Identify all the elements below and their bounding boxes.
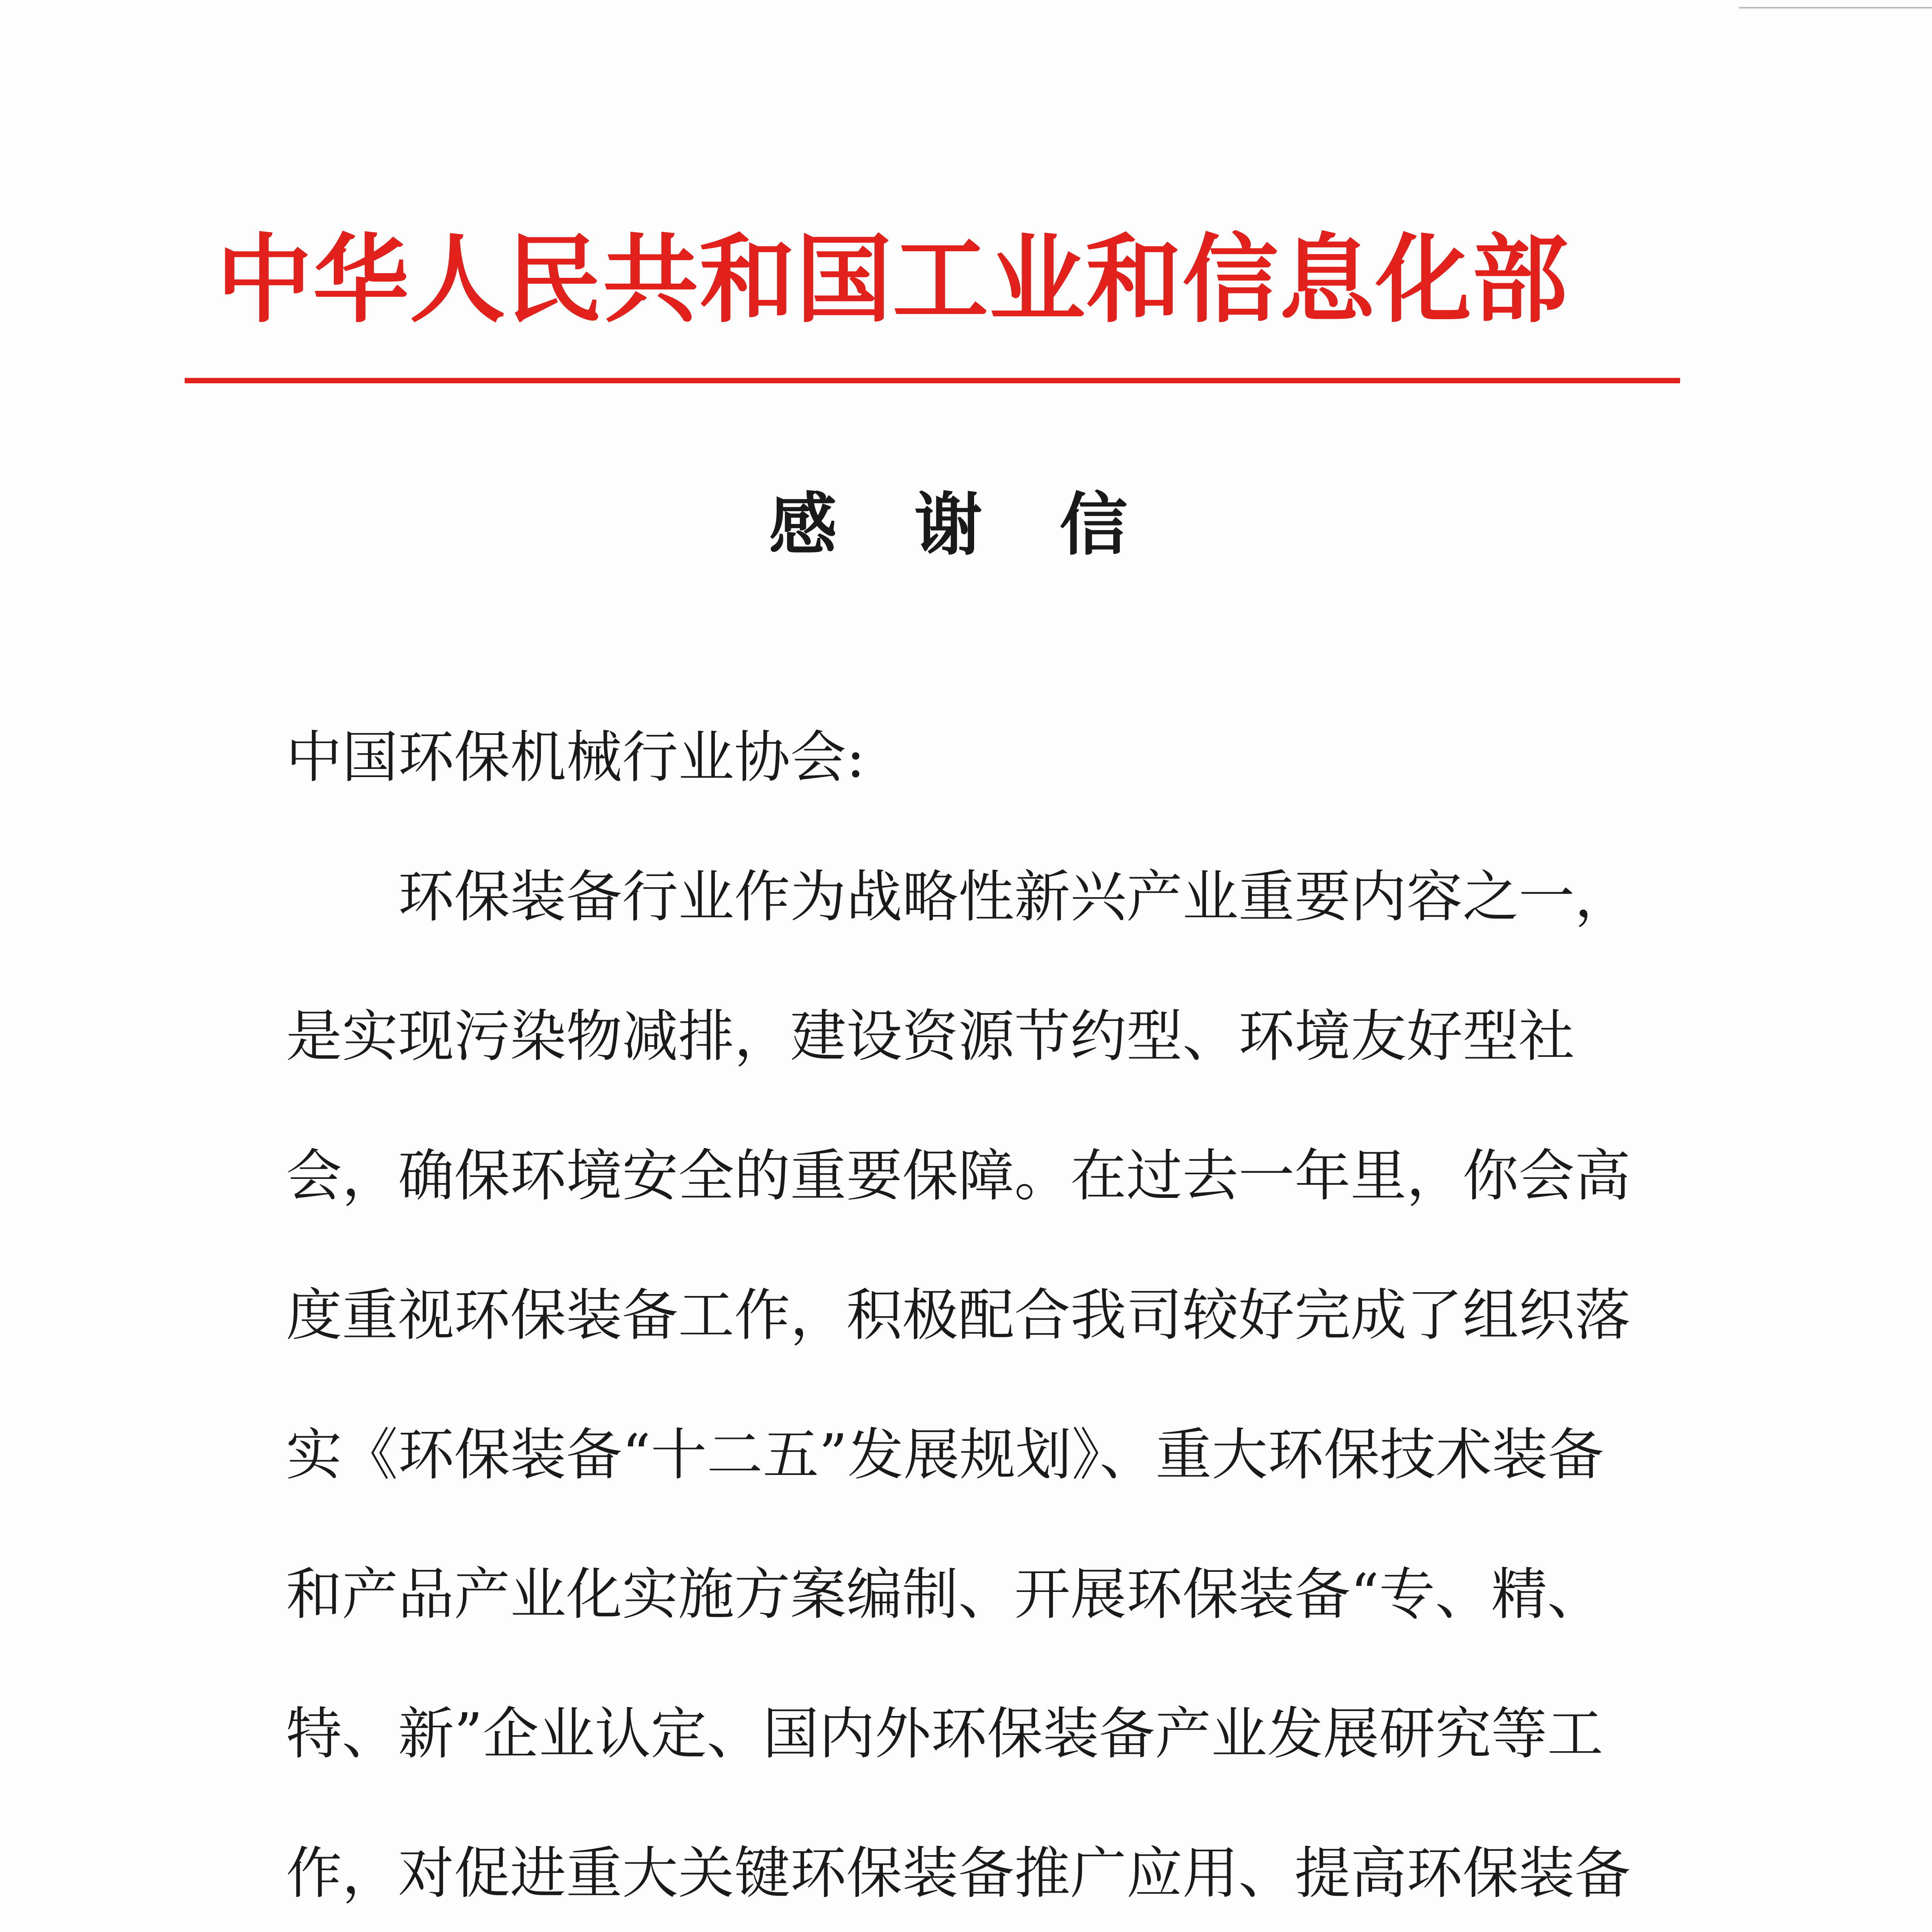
body-paragraph-1: 环保装备行业作为战略性新兴产业重要内容之一，是实现污染物减排，建设资源节约型、环境友好型社会，确保环境安全的重要保障。在过去一年里，你会高度重视环保装备工作，积极配合我司较好完成了组织落实《环保装备“十二五”发展规划》、重大环保技术装备和产品产业化实施方案编制、开展环保装备“专、精、特、新”企业认定、国内外环保装备产业发展研究等工作，对促进重大关键环保装备推广应用、提高环保装备: [286, 864, 1631, 1906]
letter-body: [286, 688, 1631, 1932]
document-title: 感谢信: [769, 485, 1205, 565]
salutation: 中国环保机械行业协会:: [286, 725, 865, 790]
scan-edge-mark: [1739, 0, 1932, 23]
letterhead-title: 中华人民共和国工业和信息化部: [216, 223, 1569, 336]
letterhead-red-rule: [185, 378, 1680, 383]
